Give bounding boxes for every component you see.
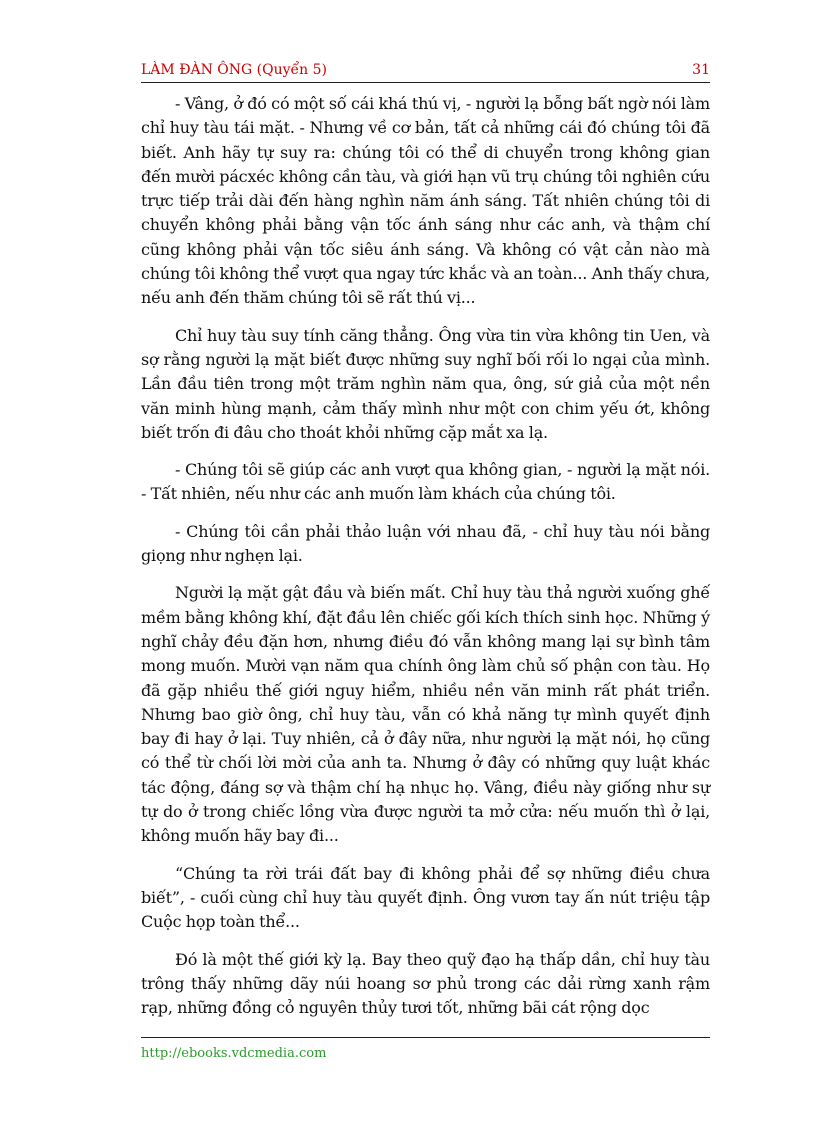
book-title: LÀM ĐÀN ÔNG (Quyển 5) [141,62,327,78]
paragraph: “Chúng ta rời trái đất bay đi không phải để sợ những điều chưa biết”, - cuối cùng chỉ huy tàu quyết định. Ông vươn tay ấn nút triệu tập Cuộc họp toàn thể... [141,863,710,932]
footer-link[interactable]: http://ebooks.vdcmedia.com [141,1046,327,1061]
footer-divider [141,1037,710,1038]
paragraph: Chỉ huy tàu suy tính căng thẳng. Ông vừa tin vừa không tin Uen, và sợ rằng người lạ mặt biết được những suy nghĩ bối rối lo ngại của mình. Lần đầu tiên trong một trăm nghìn năm qua, ông, sứ giả của một nền văn minh hùng mạnh, cảm thấy mình như một con chim yếu ớt, không biết trốn đi đâu cho thoát khỏi những cặp mắt xa lạ. [141,325,710,442]
page-number: 31 [692,62,710,78]
paragraph: Người lạ mặt gật đầu và biến mất. Chỉ huy tàu thả người xuống ghế mềm bằng không khí, đặt đầu lên chiếc gối kích thích sinh học. Những ý nghĩ chảy đều đặn hơn, nhưng điều đó vẫn không mang lại sự bình tâm mong muốn. Mười vạn năm qua chính ông làm chủ số phận con tàu. Họ đã gặp nhiều thế giới nguy hiểm, nhiều nền văn minh rất phát triển. Nhưng bao giờ ông, chỉ huy tàu, vẫn có khả năng tự mình quyết định bay đi hay ở lại. Tuy nhiên, cả ở đây nữa, như người lạ mặt nói, họ cũng có thể từ chối lời mời của anh ta. Nhưng ở đây có những quy luật khác tác động, đáng sợ và thậm chí hạ nhục họ. Vâng, điều này giống như sự tự do ở trong chiếc lồng vừa được người ta mở cửa: nếu muốn thì ở lại, không muốn hãy bay đi... [141,583,710,846]
paragraph: - Vâng, ở đó có một số cái khá thú vị, - người lạ bỗng bất ngờ nói làm chỉ huy tàu tái mặt. - Nhưng về cơ bản, tất cả những cái đó chúng tôi đã biết. Anh hãy tự suy ra: chúng tôi có thể di chuyển trong không gian đến mười pácxéc không cần tàu, và giới hạn vũ trụ chúng tôi nghiên cứu trực tiếp trải dài đến hàng nghìn năm ánh sáng. Tất nhiên chúng tôi di chuyển không phải bằng vận tốc ánh sáng như các anh, và thậm chí cũng không phải vận tốc siêu ánh sáng. Và không có vật cản nào mà chúng tôi không thể vượt qua ngay tức khắc và an toàn... Anh thấy chưa, nếu anh đến thăm chúng tôi sẽ rất thú vị... [141,94,710,308]
paragraph: - Chúng tôi cần phải thảo luận với nhau đã, - chỉ huy tàu nói bằng giọng như nghẹn lại. [141,521,710,566]
paragraph: - Chúng tôi sẽ giúp các anh vượt qua không gian, - người lạ mặt nói. - Tất nhiên, nếu như các anh muốn làm khách của chúng tôi. [141,460,710,504]
paragraph: Đó là một thế giới kỳ lạ. Bay theo quỹ đạo hạ thấp dần, chỉ huy tàu trông thấy những dãy núi hoang sơ phủ trong các dải rừng xanh rậm rạp, những đồng cỏ nguyên thủy tươi tốt, những bãi cát rộng dọc [141,949,710,1018]
page-body [141,92,710,1033]
page-header [141,62,710,83]
